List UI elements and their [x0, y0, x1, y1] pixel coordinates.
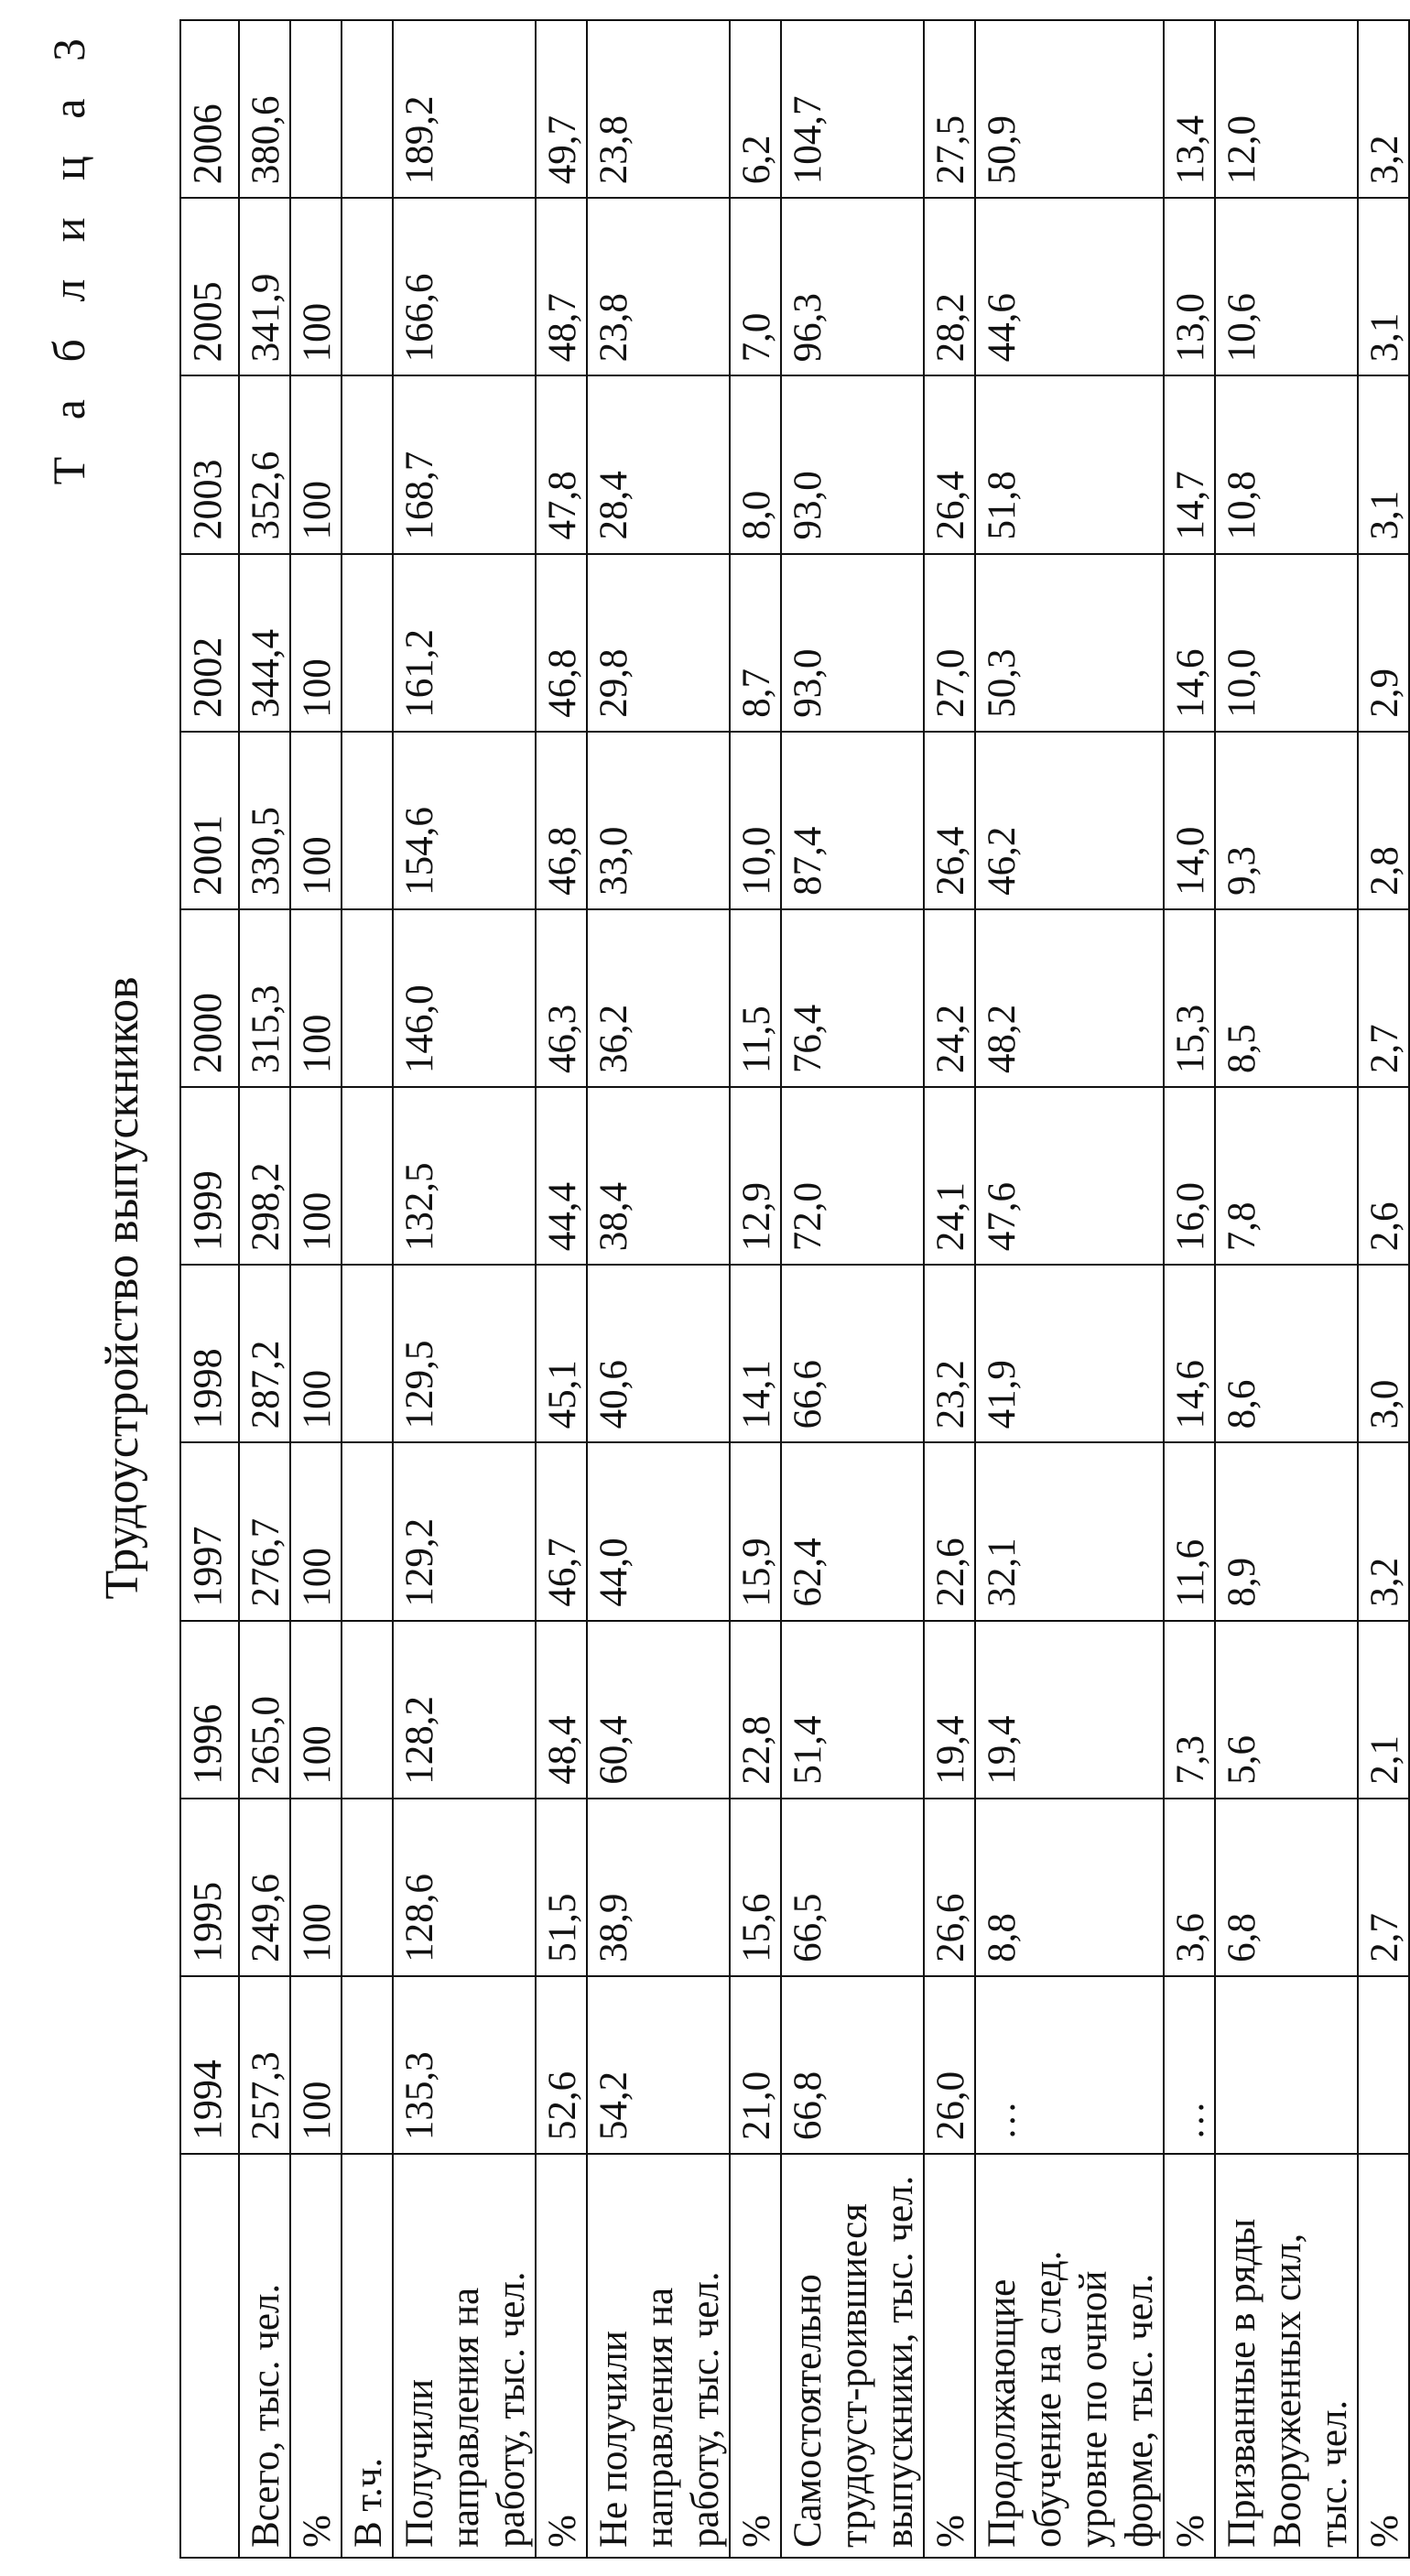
value-cell: 46,7: [536, 1442, 587, 1620]
value-cell: 8,9: [1215, 1442, 1358, 1620]
table-title: Трудоустройство выпускников: [96, 976, 148, 1600]
value-cell: 51,8: [975, 375, 1164, 553]
value-cell: 11,5: [730, 909, 781, 1087]
value-cell: 29,8: [587, 554, 730, 732]
table-row: [1358, 20, 1409, 2558]
value-cell: 51,5: [536, 1799, 587, 1976]
table-row: [239, 20, 290, 2558]
year-header-cell: 1998: [180, 1265, 239, 1442]
value-cell: 16,0: [1164, 1087, 1215, 1265]
value-cell: [342, 1976, 393, 2154]
row-label-cell: %: [924, 2154, 975, 2558]
value-cell: 46,8: [536, 732, 587, 909]
value-cell: 9,3: [1215, 732, 1358, 909]
value-cell: [342, 198, 393, 375]
value-cell: 287,2: [239, 1265, 290, 1442]
value-cell: 12,9: [730, 1087, 781, 1265]
row-label-cell: %: [1358, 2154, 1409, 2558]
row-label-cell: Получили направления на работу, тыс. чел.: [393, 2154, 536, 2558]
value-cell: [342, 1265, 393, 1442]
value-cell: 48,7: [536, 198, 587, 375]
value-cell: 23,8: [587, 20, 730, 198]
table-row: [290, 20, 342, 2558]
value-cell: 23,8: [587, 198, 730, 375]
value-cell: [1358, 1976, 1409, 2154]
value-cell: 100: [290, 909, 342, 1087]
value-cell: 3,1: [1358, 198, 1409, 375]
value-cell: 3,2: [1358, 20, 1409, 198]
table-row: [1215, 20, 1358, 2558]
value-cell: 100: [290, 1265, 342, 1442]
value-cell: 128,6: [393, 1799, 536, 1976]
value-cell: 66,8: [781, 1976, 924, 2154]
year-header-cell: 1999: [180, 1087, 239, 1265]
value-cell: …: [1164, 1976, 1215, 2154]
value-cell: 380,6: [239, 20, 290, 198]
value-cell: 6,8: [1215, 1799, 1358, 1976]
year-header-cell: 1994: [180, 1976, 239, 2154]
value-cell: [342, 1087, 393, 1265]
row-label-cell: %: [536, 2154, 587, 2558]
value-cell: 10,6: [1215, 198, 1358, 375]
value-cell: 41,9: [975, 1265, 1164, 1442]
value-cell: [342, 732, 393, 909]
year-header-cell: 1995: [180, 1799, 239, 1976]
graduates-employment-table: [179, 19, 1410, 2559]
value-cell: 129,2: [393, 1442, 536, 1620]
value-cell: 45,1: [536, 1265, 587, 1442]
row-label-cell: В т.ч.: [342, 2154, 393, 2558]
value-cell: 2,9: [1358, 554, 1409, 732]
value-cell: 38,4: [587, 1087, 730, 1265]
value-cell: 66,6: [781, 1265, 924, 1442]
value-cell: 100: [290, 1087, 342, 1265]
value-cell: 24,1: [924, 1087, 975, 1265]
table-row: [342, 20, 393, 2558]
row-label-cell: %: [1164, 2154, 1215, 2558]
value-cell: 8,8: [975, 1799, 1164, 1976]
value-cell: 26,6: [924, 1799, 975, 1976]
value-cell: 46,8: [536, 554, 587, 732]
value-cell: 62,4: [781, 1442, 924, 1620]
value-cell: 10,8: [1215, 375, 1358, 553]
value-cell: 12,0: [1215, 20, 1358, 198]
value-cell: 100: [290, 1442, 342, 1620]
header-corner-cell: [180, 2154, 239, 2558]
value-cell: 8,5: [1215, 909, 1358, 1087]
value-cell: 54,2: [587, 1976, 730, 2154]
value-cell: 23,2: [924, 1265, 975, 1442]
value-cell: 10,0: [1215, 554, 1358, 732]
value-cell: [342, 554, 393, 732]
table-row: [536, 20, 587, 2558]
value-cell: 26,4: [924, 375, 975, 553]
value-cell: 2,7: [1358, 909, 1409, 1087]
table-row: [975, 20, 1164, 2558]
table-header-row: [180, 20, 239, 2558]
value-cell: 33,0: [587, 732, 730, 909]
year-header-cell: 2001: [180, 732, 239, 909]
value-cell: 265,0: [239, 1621, 290, 1799]
value-cell: 36,2: [587, 909, 730, 1087]
value-cell: 19,4: [924, 1621, 975, 1799]
value-cell: 3,1: [1358, 375, 1409, 553]
value-cell: 3,2: [1358, 1442, 1409, 1620]
value-cell: 276,7: [239, 1442, 290, 1620]
value-cell: 298,2: [239, 1087, 290, 1265]
value-cell: 14,7: [1164, 375, 1215, 553]
value-cell: 13,4: [1164, 20, 1215, 198]
year-header-cell: 1996: [180, 1621, 239, 1799]
value-cell: 48,4: [536, 1621, 587, 1799]
value-cell: 2,6: [1358, 1087, 1409, 1265]
value-cell: 49,7: [536, 20, 587, 198]
value-cell: [1215, 1976, 1358, 2154]
value-cell: 100: [290, 732, 342, 909]
value-cell: 14,1: [730, 1265, 781, 1442]
value-cell: [342, 1621, 393, 1799]
value-cell: 8,0: [730, 375, 781, 553]
value-cell: 100: [290, 375, 342, 553]
value-cell: 32,1: [975, 1442, 1164, 1620]
value-cell: 40,6: [587, 1265, 730, 1442]
value-cell: 7,8: [1215, 1087, 1358, 1265]
value-cell: 15,3: [1164, 909, 1215, 1087]
year-header-cell: 2000: [180, 909, 239, 1087]
row-label-cell: %: [290, 2154, 342, 2558]
value-cell: 3,0: [1358, 1265, 1409, 1442]
value-cell: 15,9: [730, 1442, 781, 1620]
value-cell: 14,6: [1164, 554, 1215, 732]
value-cell: …: [975, 1976, 1164, 2154]
year-header-cell: 2005: [180, 198, 239, 375]
value-cell: 44,4: [536, 1087, 587, 1265]
value-cell: 38,9: [587, 1799, 730, 1976]
value-cell: 21,0: [730, 1976, 781, 2154]
value-cell: 10,0: [730, 732, 781, 909]
table-row: [393, 20, 536, 2558]
row-label-cell: Продолжающие обучение на след. уровне по очной форме, тыс. чел.: [975, 2154, 1164, 2558]
row-label-cell: %: [730, 2154, 781, 2558]
value-cell: [342, 375, 393, 553]
table-row: [587, 20, 730, 2558]
value-cell: 15,6: [730, 1799, 781, 1976]
value-cell: 51,4: [781, 1621, 924, 1799]
value-cell: 7,0: [730, 198, 781, 375]
value-cell: 50,9: [975, 20, 1164, 198]
value-cell: 52,6: [536, 1976, 587, 2154]
value-cell: [342, 20, 393, 198]
value-cell: 8,6: [1215, 1265, 1358, 1442]
value-cell: 22,8: [730, 1621, 781, 1799]
value-cell: 19,4: [975, 1621, 1164, 1799]
row-label-cell: Призванные в ряды Вооруженных сил, тыс. чел.: [1215, 2154, 1358, 2558]
value-cell: 14,6: [1164, 1265, 1215, 1442]
value-cell: 2,7: [1358, 1799, 1409, 1976]
value-cell: 27,5: [924, 20, 975, 198]
value-cell: 2,1: [1358, 1621, 1409, 1799]
value-cell: 3,6: [1164, 1799, 1215, 1976]
value-cell: 128,2: [393, 1621, 536, 1799]
value-cell: 315,3: [239, 909, 290, 1087]
value-cell: 27,0: [924, 554, 975, 732]
value-cell: 72,0: [781, 1087, 924, 1265]
year-header-cell: 1997: [180, 1442, 239, 1620]
table-row: [1164, 20, 1215, 2558]
value-cell: 341,9: [239, 198, 290, 375]
table-row: [924, 20, 975, 2558]
value-cell: 2,8: [1358, 732, 1409, 909]
value-cell: 28,4: [587, 375, 730, 553]
year-header-cell: 2003: [180, 375, 239, 553]
value-cell: 100: [290, 1621, 342, 1799]
value-cell: 135,3: [393, 1976, 536, 2154]
value-cell: 96,3: [781, 198, 924, 375]
value-cell: 46,2: [975, 732, 1164, 909]
value-cell: 132,5: [393, 1087, 536, 1265]
value-cell: 14,0: [1164, 732, 1215, 909]
value-cell: 249,6: [239, 1799, 290, 1976]
year-header-cell: 2002: [180, 554, 239, 732]
value-cell: 13,0: [1164, 198, 1215, 375]
value-cell: 257,3: [239, 1976, 290, 2154]
value-cell: 161,2: [393, 554, 536, 732]
value-cell: 7,3: [1164, 1621, 1215, 1799]
value-cell: 76,4: [781, 909, 924, 1087]
value-cell: 330,5: [239, 732, 290, 909]
value-cell: 352,6: [239, 375, 290, 553]
value-cell: 22,6: [924, 1442, 975, 1620]
value-cell: 47,8: [536, 375, 587, 553]
value-cell: 104,7: [781, 20, 924, 198]
value-cell: 48,2: [975, 909, 1164, 1087]
table-number-label: Т а б л и ц а 3: [43, 26, 94, 485]
value-cell: 154,6: [393, 732, 536, 909]
value-cell: 6,2: [730, 20, 781, 198]
value-cell: 66,5: [781, 1799, 924, 1976]
value-cell: 5,6: [1215, 1621, 1358, 1799]
value-cell: 129,5: [393, 1265, 536, 1442]
value-cell: 26,0: [924, 1976, 975, 2154]
value-cell: 100: [290, 1799, 342, 1976]
value-cell: 100: [290, 198, 342, 375]
value-cell: [342, 909, 393, 1087]
value-cell: 100: [290, 554, 342, 732]
row-label-cell: Самостоятельно трудоуст-роившиеся выпускники, тыс. чел.: [781, 2154, 924, 2558]
value-cell: [342, 1799, 393, 1976]
row-label-cell: Не получили направления на работу, тыс. чел.: [587, 2154, 730, 2558]
value-cell: [290, 20, 342, 198]
value-cell: 189,2: [393, 20, 536, 198]
table-row: [781, 20, 924, 2558]
value-cell: [342, 1442, 393, 1620]
value-cell: 44,6: [975, 198, 1164, 375]
value-cell: 60,4: [587, 1621, 730, 1799]
value-cell: 50,3: [975, 554, 1164, 732]
value-cell: 46,3: [536, 909, 587, 1087]
value-cell: 93,0: [781, 375, 924, 553]
value-cell: 26,4: [924, 732, 975, 909]
value-cell: 166,6: [393, 198, 536, 375]
value-cell: 44,0: [587, 1442, 730, 1620]
value-cell: 8,7: [730, 554, 781, 732]
value-cell: 168,7: [393, 375, 536, 553]
year-header-cell: 2006: [180, 20, 239, 198]
value-cell: 28,2: [924, 198, 975, 375]
value-cell: 24,2: [924, 909, 975, 1087]
row-label-cell: Всего, тыс. чел.: [239, 2154, 290, 2558]
table-row: [730, 20, 781, 2558]
value-cell: 47,6: [975, 1087, 1164, 1265]
value-cell: 344,4: [239, 554, 290, 732]
value-cell: 100: [290, 1976, 342, 2154]
value-cell: 87,4: [781, 732, 924, 909]
value-cell: 93,0: [781, 554, 924, 732]
value-cell: 11,6: [1164, 1442, 1215, 1620]
value-cell: 146,0: [393, 909, 536, 1087]
